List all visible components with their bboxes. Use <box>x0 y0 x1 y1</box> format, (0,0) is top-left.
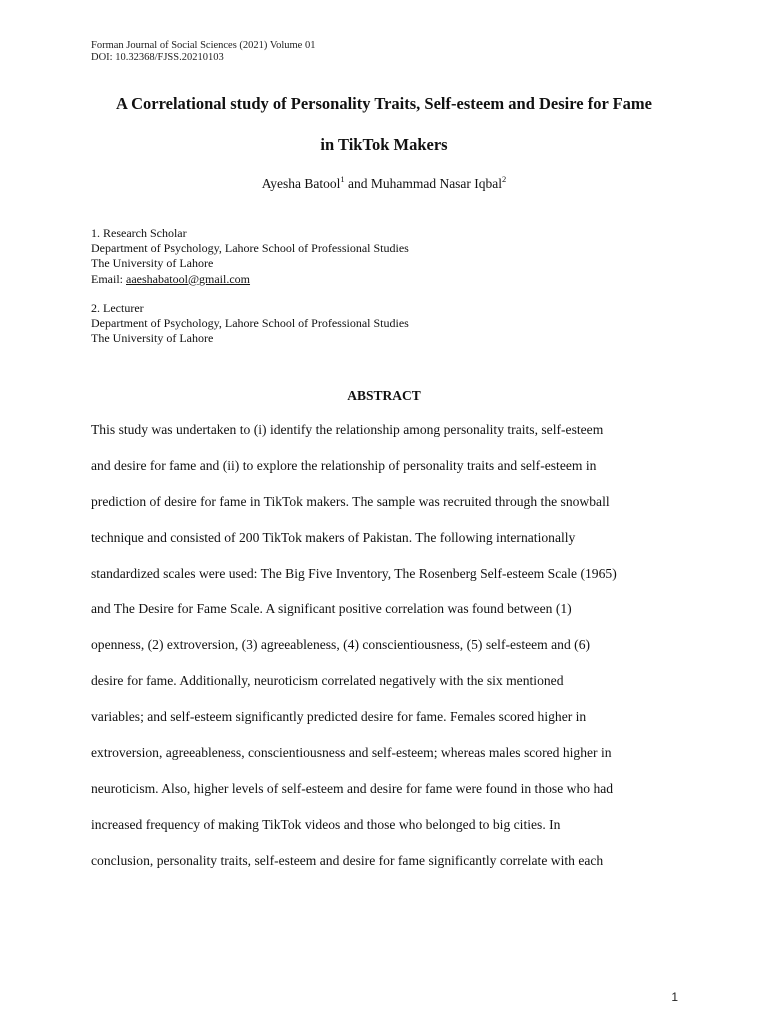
abstract-line: desire for fame. Additionally, neuroticism correlated negatively with the six mentioned <box>91 673 564 689</box>
journal-header <box>91 40 315 64</box>
abstract-line: technique and consisted of 200 TikTok makers of Pakistan. The following internationally <box>91 529 576 545</box>
abstract-line: conclusion, personality traits, self-esteem and desire for fame significantly correlate with each <box>91 852 604 868</box>
paper-title-line-2: in TikTok Makers <box>320 135 448 154</box>
abstract-line: prediction of desire for fame in TikTok makers. The sample was recruited through the snowball <box>91 493 610 509</box>
abstract-line: neuroticism. Also, higher levels of self-esteem and desire for fame were found in those who had <box>91 780 614 796</box>
affiliation-1 <box>91 226 409 287</box>
paper-title-line-1: A Correlational study of Personality Traits, Self-esteem and Desire for Fame <box>115 94 653 113</box>
affiliation-university: The University of Lahore <box>91 331 214 346</box>
author-name: Muhammad Nasar Iqbal <box>370 176 503 191</box>
abstract-line: and The Desire for Fame Scale. A significant positive correlation was found between (1) <box>91 601 572 617</box>
email-link[interactable]: aaeshabatool@gmail.com <box>126 271 251 286</box>
page-number: 1 <box>671 990 678 1004</box>
affiliation-role: 2. Lecturer <box>91 301 144 315</box>
abstract-line: This study was undertaken to (i) identify the relationship among personality traits, self-esteem <box>91 422 604 437</box>
author-name: Ayesha Batool <box>261 176 341 191</box>
abstract-line: increased frequency of making TikTok videos and those who belonged to big cities. In <box>91 816 561 832</box>
abstract-line: and desire for fame and (ii) to explore the relationship of personality traits and self-esteem in <box>91 457 597 473</box>
author-connector: and <box>344 176 371 191</box>
affiliation-2 <box>91 301 409 347</box>
abstract-heading: ABSTRACT <box>347 388 421 403</box>
doi: DOI: 10.32368/FJSS.20210103 <box>91 52 224 63</box>
affiliation-email <box>91 272 409 287</box>
affiliation-department: Department of Psychology, Lahore School of Professional Studies <box>91 316 409 331</box>
author-affiliation-marker: 2 <box>502 174 507 184</box>
abstract-line: openness, (2) extroversion, (3) agreeableness, (4) conscientiousness, (5) self-esteem and (6) <box>91 637 591 653</box>
abstract-line: extroversion, agreeableness, conscientiousness and self-esteem; whereas males scored higher in <box>91 745 612 761</box>
journal-citation: Forman Journal of Social Sciences (2021) Volume 01 <box>91 40 316 51</box>
email-label: Email: <box>91 271 126 286</box>
affiliation-role: 1. Research Scholar <box>91 226 187 240</box>
abstract-line: standardized scales were used: The Big Five Inventory, The Rosenberg Self-esteem Scale (1965) <box>91 565 617 581</box>
abstract-line: variables; and self-esteem significantly predicted desire for fame. Females scored higher in <box>91 709 587 725</box>
affiliation-university: The University of Lahore <box>91 256 214 271</box>
author-affiliation-marker: 1 <box>340 174 345 184</box>
abstract-body <box>91 422 691 889</box>
affiliation-department: Department of Psychology, Lahore School of Professional Studies <box>91 241 409 256</box>
author-list <box>0 176 768 192</box>
